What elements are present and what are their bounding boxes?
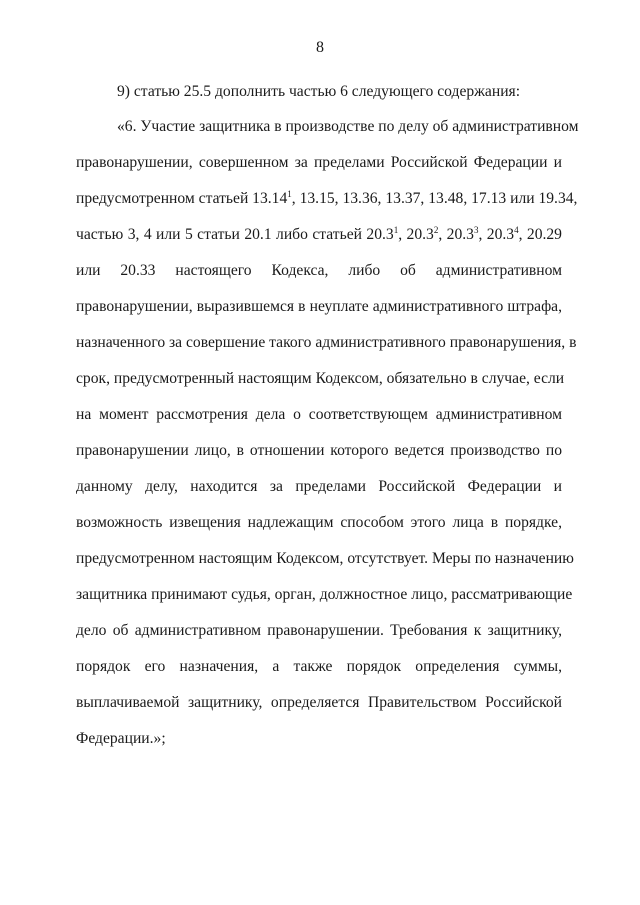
text-line: [117, 117, 579, 137]
text-run: дело об административном правонарушении. Требования к защитнику,: [76, 622, 562, 639]
text-line: [76, 189, 578, 209]
text-run: правонарушении лицо, в отношении которого ведется производство по: [76, 442, 562, 459]
text-run: , 13.15, 13.36, 13.37, 13.48, 17.13 или 19.34,: [291, 190, 578, 207]
text-run: , 20.29: [518, 226, 562, 243]
text-line: [76, 477, 562, 497]
text-line: [76, 261, 562, 281]
text-run: данному делу, находится за пределами Российской Федерации и: [76, 478, 562, 495]
text-line: [76, 225, 562, 245]
text-run: Федерации.»;: [76, 730, 166, 747]
text-line: [76, 585, 573, 605]
text-line: [76, 333, 577, 353]
text-run: на момент рассмотрения дела о соответствующем административном: [76, 406, 562, 423]
text-line: [76, 441, 562, 461]
text-run: или 20.33 настоящего Кодекса, либо об административном: [76, 262, 562, 279]
text-run: «6. Участие защитника в производстве по делу об административном: [117, 118, 579, 135]
text-line: [76, 549, 574, 569]
text-line: [76, 153, 562, 173]
text-run: срок, предусмотренный настоящим Кодексом, обязательно в случае, если: [76, 370, 565, 387]
text-line: [76, 621, 562, 641]
text-line: [76, 513, 562, 533]
text-line: [76, 693, 562, 713]
text-run: возможность извещения надлежащим способом этого лица в порядке,: [76, 514, 562, 531]
text-line: [76, 729, 562, 749]
text-run: предусмотренном настоящим Кодексом, отсутствует. Меры по назначению: [76, 550, 574, 567]
text-run: , 20.3: [398, 226, 434, 243]
text-run: порядок его назначения, а также порядок определения суммы,: [76, 658, 562, 675]
text-line: [76, 297, 562, 317]
superscript: 3: [473, 225, 479, 235]
superscript: 2: [433, 225, 439, 235]
text-run: , 20.3: [438, 226, 474, 243]
text-run: выплачиваемой защитнику, определяется Правительством Российской: [76, 694, 562, 711]
text-run: частью 3, 4 или 5 статьи 20.1 либо статьей 20.3: [76, 226, 394, 243]
superscript: 1: [393, 225, 399, 235]
text-line: [76, 405, 562, 425]
superscript: 4: [514, 225, 519, 235]
superscript: 1: [287, 189, 292, 199]
text-run: защитника принимают судья, орган, должностное лицо, рассматривающие: [76, 586, 573, 603]
text-run: назначенного за совершение такого административного правонарушения, в: [76, 334, 577, 351]
page-number: 8: [316, 39, 324, 56]
text-line: [76, 369, 565, 389]
text-run: предусмотренном статьей 13.14: [76, 190, 288, 207]
item-intro: 9) статью 25.5 дополнить частью 6 следующего содержания:: [117, 83, 521, 100]
text-line: [76, 657, 562, 677]
text-run: правонарушении, выразившемся в неуплате административного штрафа,: [76, 298, 562, 315]
text-run: правонарушении, совершенном за пределами Российской Федерации и: [76, 154, 562, 171]
text-run: , 20.3: [478, 226, 515, 243]
